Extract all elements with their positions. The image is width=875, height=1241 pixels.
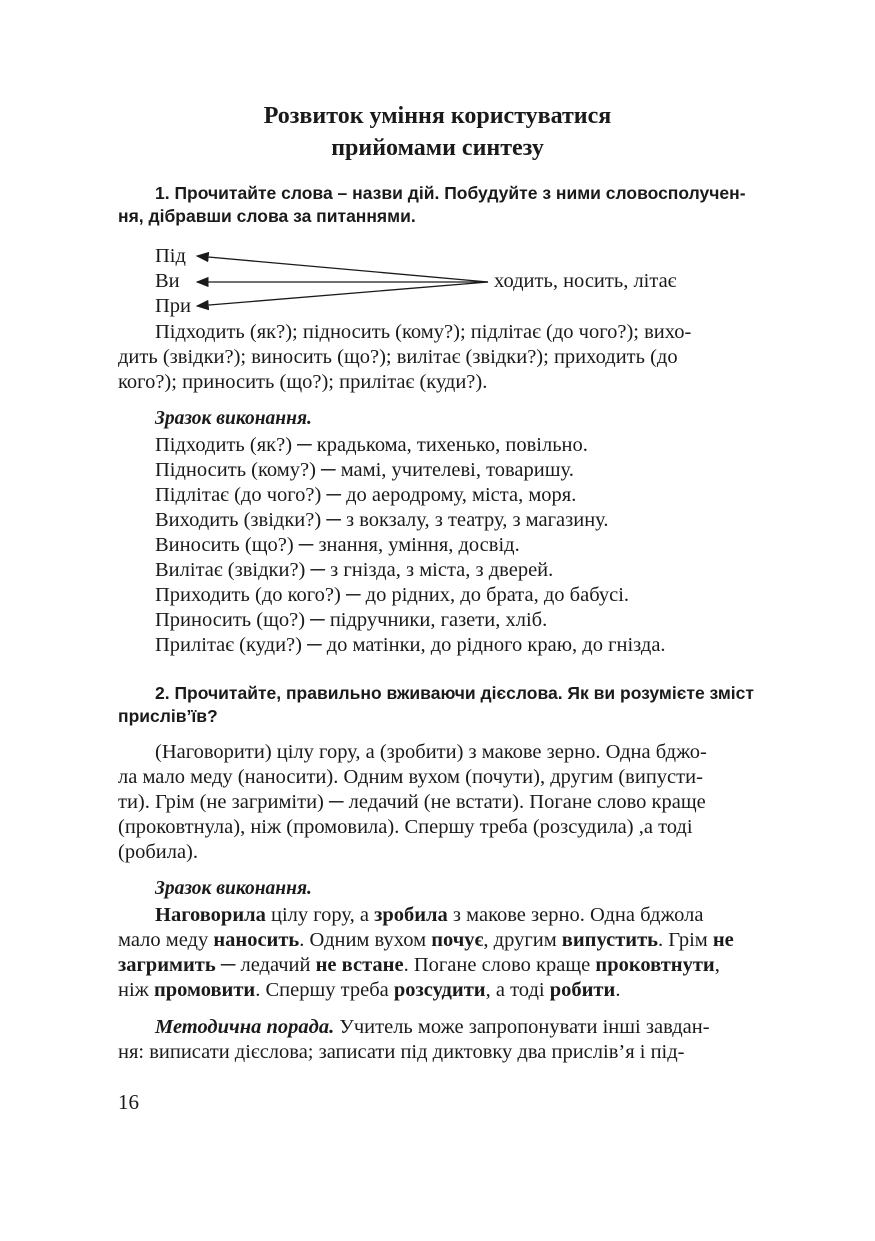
answer-line3: загримить ─ ледачий не встане. Погане слово краще проковтнути, [118,954,720,976]
section-title-line1: Розвиток уміння користуватися [263,103,612,129]
task1-sample-label: Зразок виконання. [155,408,312,429]
sample-line: Виносить (що?) ─ знання, уміння, досвід. [155,534,520,556]
page-number: 16 [118,1090,139,1114]
arrow-to-pid [197,256,488,282]
sample-line: Підлітає (до чого?) ─ до аеродрому, міста, моря. [155,484,577,506]
prefix-vy: Ви [155,270,180,292]
task2-text-line: ти). Грім (не загриміти) ─ ледачий (не встати). Погане слово краще [118,791,706,813]
prefix-pry: При [155,295,192,317]
task1-list-line1: Підходить (як?); підносить (кому?); підлітає (до чого?); вихо- [155,321,692,343]
sample-line: Прилітає (куди?) ─ до матінки, до рідного краю, до гнізда. [155,634,666,656]
sample-line: Приходить (до кого?) ─ до рідних, до брата, до бабусі. [155,584,630,606]
sample-line: Вилітає (звідки?) ─ з гнізда, з міста, з дверей. [155,559,554,581]
task1-heading-line1: 1. Прочитайте слова – назви дій. Побудуйте з ними словосполучен- [155,183,746,203]
task1-list-line3: кого?); приносить (що?); прилітає (куди?). [118,371,488,393]
task1-heading-line2: ня, дібравши слова за питаннями. [118,206,416,226]
sample-line: Підходить (як?) ─ крадькома, тихенько, повільно. [155,434,588,456]
prefix-pid: Під [155,245,186,267]
task1-list-line2: дить (звідки?); виносить (що?); вилітає (звідки?); приходить (до [118,346,678,368]
task2-text-line: (робила). [118,841,199,863]
task2-text-line: ла мало меду (наносити). Одним вухом (почути), другим (випусти- [118,766,703,788]
task2-text-line: (проковтнула), ніж (промовила). Спершу треба (розсудила) ,а тоді [118,816,693,838]
sample-line: Виходить (звідки?) ─ з вокзалу, з театру, з магазину. [155,509,609,531]
verb-roots: ходить, носить, літає [494,270,677,292]
answer-line4: ніж промовити. Спершу треба розсудити, а тоді робити. [118,979,621,1001]
answer-line1: Наговорила цілу гору, а зробила з макове зерно. Одна бджола [155,904,704,926]
task2-heading-line2: прислів’їв? [118,706,218,726]
task2-text-line: (Наговорити) цілу гору, а (зробити) з макове зерно. Одна бджо- [155,741,707,763]
sample-line: Приносить (що?) ─ підручники, газети, хліб. [155,609,548,631]
section-title-line2: прийомами синтезу [331,135,544,161]
advice-line1: Методична порада. Учитель може запропонувати інші завдан- [155,1016,710,1038]
answer-line2: мало меду наносить. Одним вухом почує, другим випустить. Грім не [118,929,734,951]
task2-heading-line1: 2. Прочитайте, правильно вживаючи дієслова. Як ви розумієте зміст [155,683,754,703]
sample-line: Підносить (кому?) ─ мамі, учителеві, товаришу. [155,459,574,481]
arrow-to-pry [197,282,488,306]
advice-line2: ня: виписати дієслова; записати під диктовку два прислів’я і під- [118,1041,685,1063]
task2-sample-label: Зразок виконання. [155,878,312,899]
